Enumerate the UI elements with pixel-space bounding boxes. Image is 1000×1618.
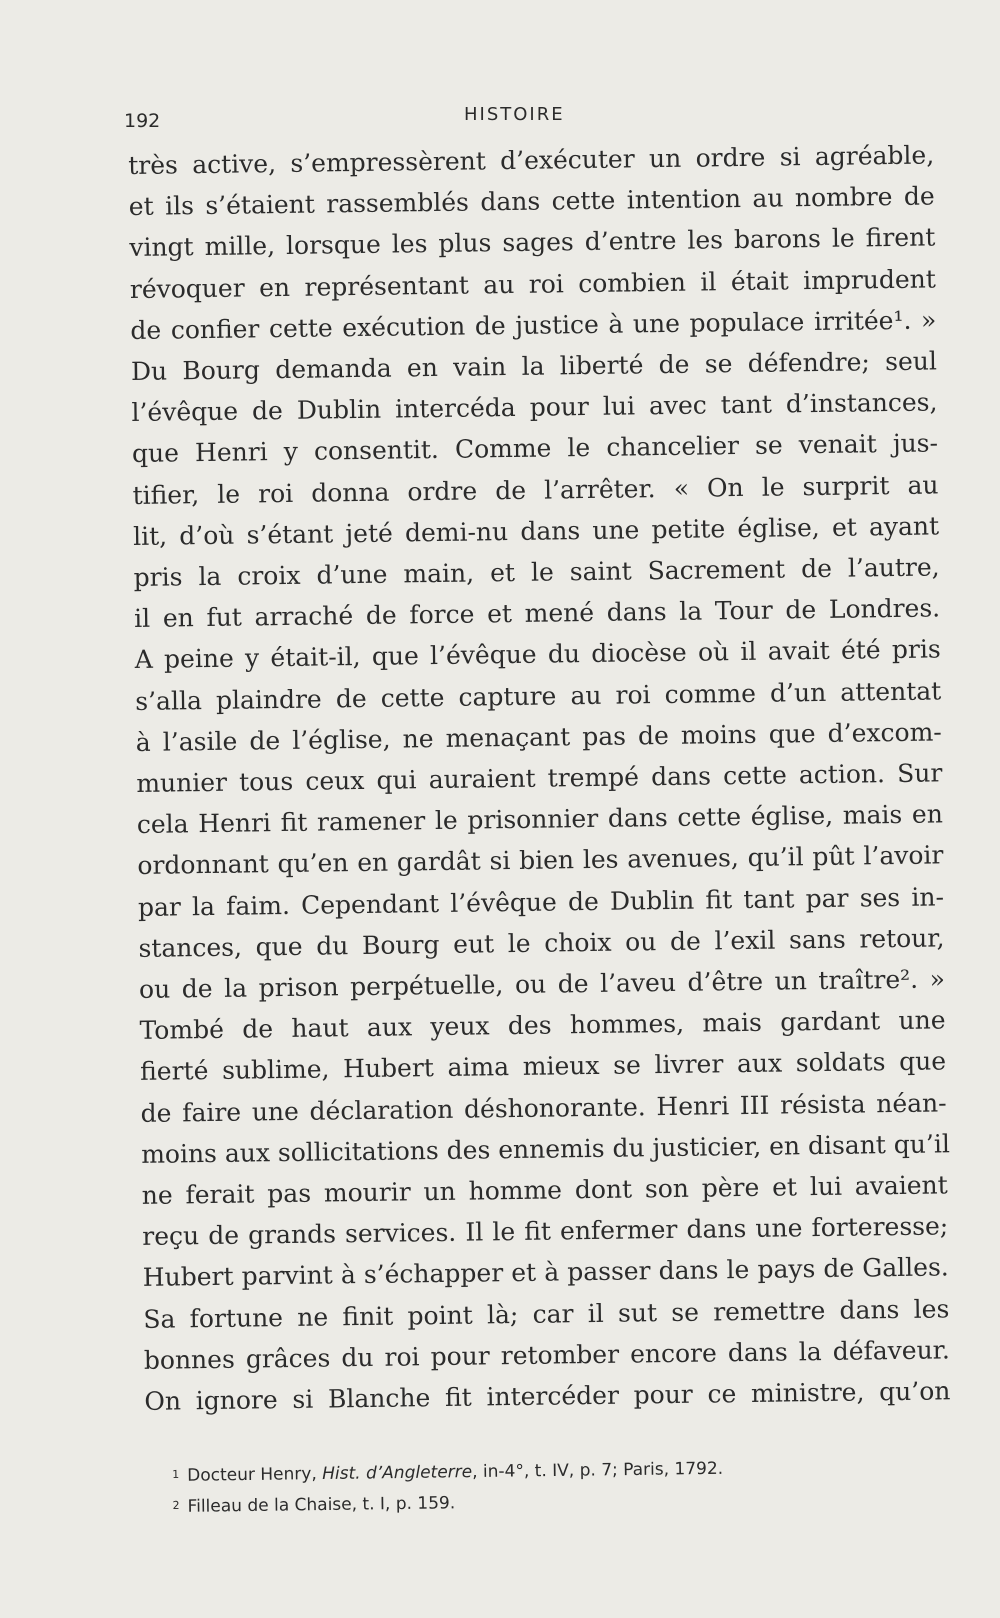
page-number: 192 [124,110,161,132]
text-line: ne ferait pas mourir un homme dont son père et lui avaient [141,1170,948,1210]
running-head [124,104,924,134]
text-line: bonnes grâces du roi pour retomber encore dans la défaveur. [143,1335,951,1375]
footnote-text: Filleau de la Chaise, t. I, p. 159. [187,1493,456,1517]
text-line: cela Henri fit ramener le prisonnier dans cette église, mais en [136,799,944,840]
body-text [128,134,951,1422]
text-line: de confier cette exécution de justice à une populace irritée¹. » [130,305,937,345]
text-line: Hubert parvint à s’échapper et à passer dans le pays de Galles. [142,1252,949,1293]
text-line: Tombé de haut aux yeux des hommes, mais gardant une [139,1005,946,1046]
text-line: reçu de grands services. Il le fit enfermer dans une forteresse; [142,1211,949,1252]
text-line: il en fut arraché de force et mené dans la Tour de Londres. [134,593,941,634]
text-line: vingt mille, lorsque les plus sages d’entre les barons le firent [129,222,936,263]
text-line: A peine y était-il, que l’évêque du diocèse où il avait été pris [134,634,941,675]
text-line: que Henri y consentit. Comme le chancelier se venait jus- [131,428,939,469]
text-line: Du Bourg demanda en vain la liberté de se défendre; seul [130,346,938,386]
text-line: ou de la prison perpétuelle, ou de l’aveu d’être un traître². » [138,964,946,1004]
text-line: l’évêque de Dublin intercéda pour lui avec tant d’instances, [131,387,938,428]
text-line: lit, d’où s’étant jeté demi-nu dans une petite église, et ayant [132,511,940,551]
footnote-mark: 1 [172,1467,180,1481]
footnotes [172,1451,873,1522]
text-line: pris la croix d’une main, et le saint Sacrement de l’autre, [133,552,940,592]
footnote-mark: 2 [172,1498,180,1512]
text-line: munier tous ceux qui auraient trempé dans cette action. Sur [136,758,943,798]
footnote-text: Docteur Henry, [187,1464,323,1486]
text-line: fierté sublime, Hubert aima mieux se livrer aux soldats que [139,1046,947,1087]
text-line: On ignore si Blanche fit intercéder pour ce ministre, qu’on [144,1376,951,1416]
text-line: stances, que du Bourg eut le choix ou de l’exil sans retour, [138,923,945,963]
text-line: très active, s’empressèrent d’exécuter un ordre si agréable, [128,140,935,180]
text-line: par la faim. Cependant l’évêque de Dublin fit tant par ses in- [137,882,945,922]
text-line: ordonnant qu’en en gardât si bien les avenues, qu’il pût l’avoir [137,840,944,881]
text-line: et ils s’étaient rassemblés dans cette intention au nombre de [128,181,935,222]
text-line: révoquer en représentant au roi combien il était imprudent [129,264,937,304]
text-line: moins aux sollicitations des ennemis du justicier, en disant qu’il [141,1129,951,1169]
footnote-citation: , in-4°, t. IV, p. 7; Paris, 1792. [472,1458,724,1483]
text-line: tifier, le roi donna ordre de l’arrêter. « On le surprit au [132,470,939,510]
text-line: s’alla plaindre de cette capture au roi comme d’un attentat [135,676,942,716]
footnote-title: Hist. d’Angleterre [322,1462,473,1485]
text-line: à l’asile de l’église, ne menaçant pas de moins que d’excom- [135,717,942,757]
text-line: de faire une déclaration déshonorante. Henri III résista néan- [140,1088,947,1128]
text-line: Sa fortune ne finit point là; car il sut se remettre dans les [143,1294,950,1334]
section-title: HISTOIRE [464,104,565,125]
